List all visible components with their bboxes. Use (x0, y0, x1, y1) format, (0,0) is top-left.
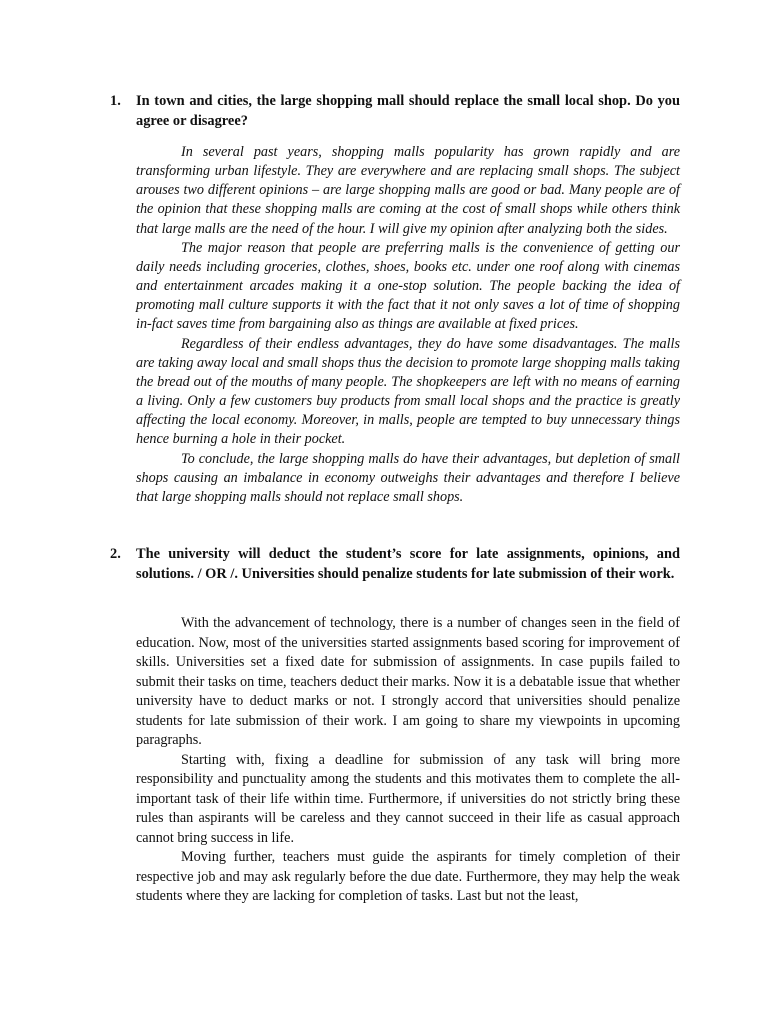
question-1-heading (110, 92, 680, 131)
essay-1-paragraph: Regardless of their endless advantages, they do have some disadvantages. The malls are taking away local and small shops thus the decision to promote large shopping malls taking the bread out of the mouths of many people. The shopkeepers are left with no means of earning a living. Only a few customers buy products from small local shops and the practice is greatly affecting the local economy. Moreover, in malls, people are tempted to buy unnecessary things hence burning a hole in their pocket. (136, 335, 680, 448)
essay-2-paragraph: Starting with, fixing a deadline for submission of any task will bring more responsibility and punctuality among the students and this motivates them to complete the all-important task of their life within time. Furthermore, if universities do not strictly bring these rules than aspirants will be careless and they cannot succeed in their life as casual approach cannot bring success in life. (136, 751, 680, 846)
question-1-text: In town and cities, the large shopping mall should replace the small local shop. Do you agree or disagree? (136, 93, 680, 129)
essay-1-paragraph: To conclude, the large shopping malls do have their advantages, but depletion of small shops causing an imbalance in economy outweighs their advantages and therefore I believe that large shopping malls should not replace small shops. (136, 450, 680, 505)
question-2-heading (110, 545, 680, 584)
essay-1 (136, 143, 680, 507)
essay-1-paragraph: In several past years, shopping malls popularity has grown rapidly and are transforming urban lifestyle. They are everywhere and are replacing small shops. The subject arouses two different opinions – are large shopping malls are good or bad. Many people are of the opinion that these shopping malls are coming at the cost of small shops while others think that large malls are the need of the hour. I will give my opinion after analyzing both the sides. (136, 144, 680, 237)
essay-1-paragraph: The major reason that people are preferring malls is the convenience of getting our daily needs including groceries, clothes, shoes, books etc. under one roof along with cinemas and entertainment arcades making it a one-stop solution. The people backing the idea of promoting mall culture supports it with the fact that it not only saves a lot of time of shopping in-fact saves time from bargaining also as things are available at fixed prices. (136, 239, 680, 333)
question-2-number: 2. (110, 546, 121, 562)
essay-2-paragraph: Moving further, teachers must guide the aspirants for timely completion of their respective job and may ask regularly before the due date. Furthermore, they may help the weak students where they are lacking for completion of tasks. Last but not the least, (136, 849, 680, 904)
question-1-number: 1. (110, 93, 121, 109)
essay-2-paragraph: With the advancement of technology, there is a number of changes seen in the field of education. Now, most of the universities started assignments based scoring for improvement of skills. Universities set a fixed date for submission of assignments. In case pupils failed to submit their tasks on time, teachers deduct their marks. Now it is a debatable issue that whether university have to deduct marks or not. I strongly accord that universities should penalize students for late submission of their work. I am going to share my viewpoints in upcoming paragraphs. (136, 615, 680, 748)
question-2-text: The university will deduct the student’s score for late assignments, opinions, and solutions. / OR /. Universities should penalize students for late submission of their work. (136, 546, 680, 582)
essay-2 (136, 614, 680, 907)
